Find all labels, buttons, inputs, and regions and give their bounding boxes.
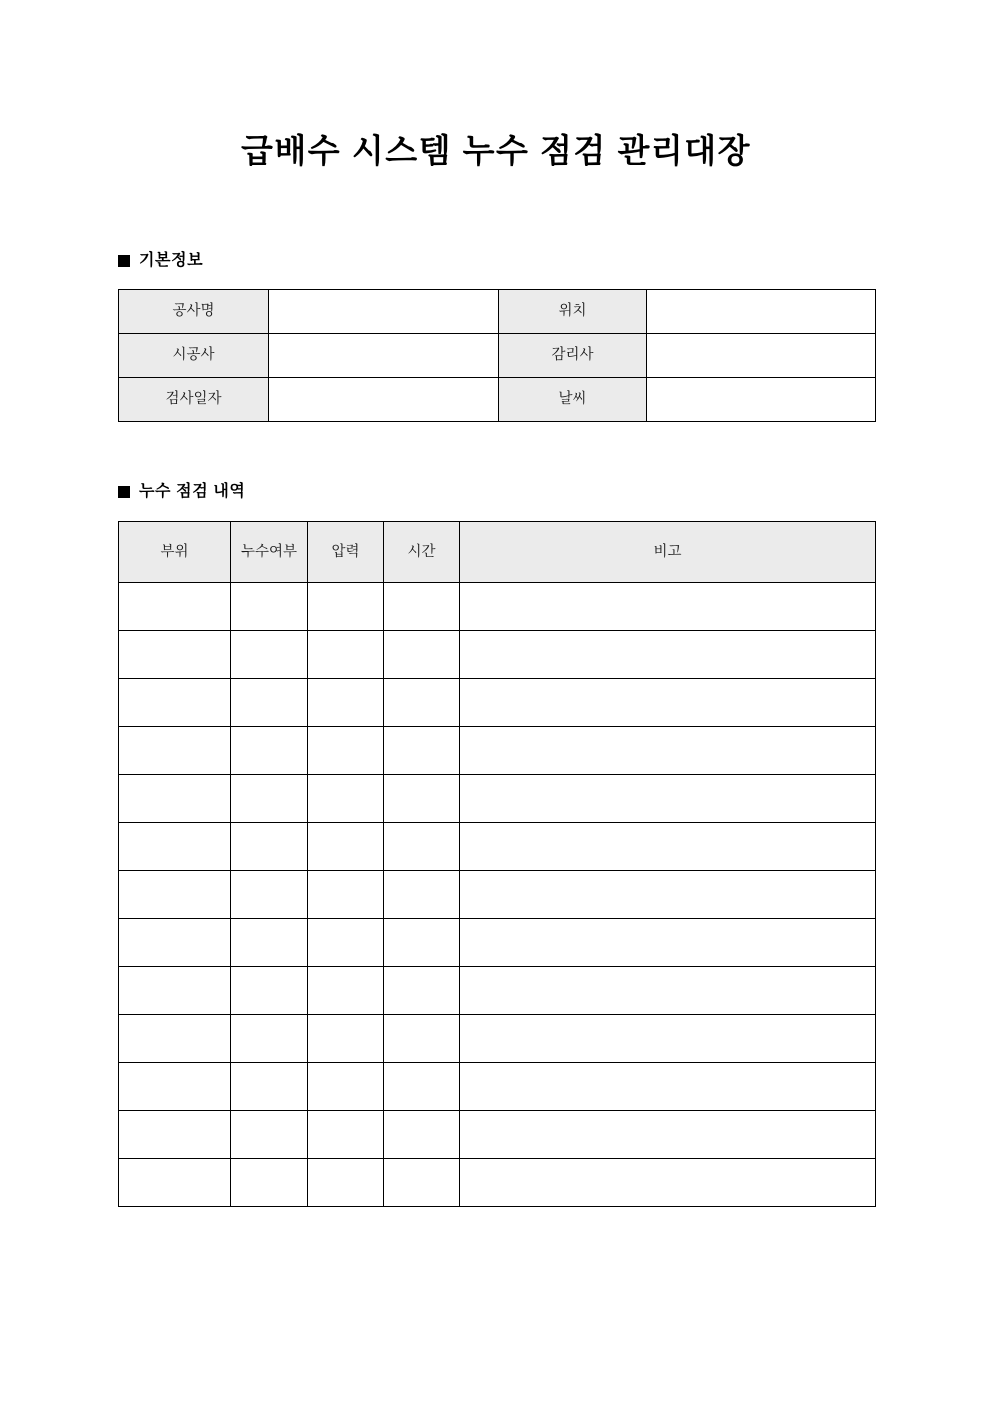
field-label-inspection-date: 검사일자	[119, 378, 269, 422]
cell-time[interactable]	[384, 583, 460, 631]
cell-remark[interactable]	[460, 775, 876, 823]
cell-time[interactable]	[384, 727, 460, 775]
cell-leak-status[interactable]	[231, 727, 308, 775]
filled-square-bullet-icon	[118, 255, 130, 267]
table-row	[119, 679, 876, 727]
cell-time[interactable]	[384, 775, 460, 823]
cell-time[interactable]	[384, 679, 460, 727]
field-label-project-name: 공사명	[119, 290, 269, 334]
cell-remark[interactable]	[460, 679, 876, 727]
cell-time[interactable]	[384, 1111, 460, 1159]
cell-pressure[interactable]	[308, 1063, 384, 1111]
cell-pressure[interactable]	[308, 1015, 384, 1063]
field-value-inspection-date[interactable]	[269, 378, 499, 422]
cell-time[interactable]	[384, 871, 460, 919]
cell-remark[interactable]	[460, 1159, 876, 1207]
cell-leak-status[interactable]	[231, 871, 308, 919]
cell-remark[interactable]	[460, 967, 876, 1015]
column-header-remark: 비고	[460, 522, 876, 583]
table-row	[119, 775, 876, 823]
section-heading-label: 누수 점검 내역	[139, 483, 246, 500]
field-label-location: 위치	[499, 290, 647, 334]
cell-pressure[interactable]	[308, 823, 384, 871]
table-row	[119, 967, 876, 1015]
cell-part[interactable]	[119, 583, 231, 631]
cell-part[interactable]	[119, 967, 231, 1015]
cell-part[interactable]	[119, 1111, 231, 1159]
cell-leak-status[interactable]	[231, 1015, 308, 1063]
cell-leak-status[interactable]	[231, 583, 308, 631]
table-row	[119, 334, 876, 378]
cell-leak-status[interactable]	[231, 631, 308, 679]
field-label-supervisor: 감리사	[499, 334, 647, 378]
table-row	[119, 1159, 876, 1207]
cell-time[interactable]	[384, 631, 460, 679]
cell-remark[interactable]	[460, 583, 876, 631]
cell-leak-status[interactable]	[231, 1159, 308, 1207]
section-heading-inspection-detail	[118, 481, 245, 503]
table-row	[119, 727, 876, 775]
cell-remark[interactable]	[460, 1111, 876, 1159]
table-row	[119, 1015, 876, 1063]
cell-part[interactable]	[119, 871, 231, 919]
cell-remark[interactable]	[460, 1015, 876, 1063]
cell-part[interactable]	[119, 1015, 231, 1063]
table-row	[119, 1111, 876, 1159]
cell-part[interactable]	[119, 631, 231, 679]
cell-time[interactable]	[384, 823, 460, 871]
table-row	[119, 871, 876, 919]
cell-leak-status[interactable]	[231, 967, 308, 1015]
cell-leak-status[interactable]	[231, 775, 308, 823]
cell-part[interactable]	[119, 1159, 231, 1207]
cell-pressure[interactable]	[308, 871, 384, 919]
cell-part[interactable]	[119, 1063, 231, 1111]
table-row	[119, 919, 876, 967]
cell-leak-status[interactable]	[231, 1063, 308, 1111]
table-row	[119, 631, 876, 679]
field-value-location[interactable]	[647, 290, 876, 334]
table-row	[119, 378, 876, 422]
section-heading-basic-info	[118, 250, 203, 272]
field-value-supervisor[interactable]	[647, 334, 876, 378]
cell-remark[interactable]	[460, 871, 876, 919]
table-header-row	[119, 522, 876, 583]
cell-pressure[interactable]	[308, 1111, 384, 1159]
basic-info-table	[118, 289, 876, 422]
cell-part[interactable]	[119, 823, 231, 871]
cell-pressure[interactable]	[308, 775, 384, 823]
filled-square-bullet-icon	[118, 486, 130, 498]
cell-pressure[interactable]	[308, 1159, 384, 1207]
table-row	[119, 290, 876, 334]
cell-part[interactable]	[119, 919, 231, 967]
cell-time[interactable]	[384, 919, 460, 967]
cell-remark[interactable]	[460, 727, 876, 775]
cell-part[interactable]	[119, 775, 231, 823]
cell-time[interactable]	[384, 967, 460, 1015]
cell-leak-status[interactable]	[231, 823, 308, 871]
cell-remark[interactable]	[460, 823, 876, 871]
cell-pressure[interactable]	[308, 967, 384, 1015]
cell-pressure[interactable]	[308, 919, 384, 967]
cell-leak-status[interactable]	[231, 679, 308, 727]
cell-part[interactable]	[119, 727, 231, 775]
cell-remark[interactable]	[460, 631, 876, 679]
cell-time[interactable]	[384, 1063, 460, 1111]
cell-time[interactable]	[384, 1159, 460, 1207]
cell-pressure[interactable]	[308, 583, 384, 631]
table-row	[119, 823, 876, 871]
column-header-pressure: 압력	[308, 522, 384, 583]
table-row	[119, 1063, 876, 1111]
table-row	[119, 583, 876, 631]
page-title: 급배수 시스템 누수 점검 관리대장	[241, 132, 751, 169]
field-label-contractor: 시공사	[119, 334, 269, 378]
column-header-leak-status: 누수여부	[231, 522, 308, 583]
cell-leak-status[interactable]	[231, 919, 308, 967]
cell-remark[interactable]	[460, 1063, 876, 1111]
column-header-time: 시간	[384, 522, 460, 583]
cell-pressure[interactable]	[308, 679, 384, 727]
cell-time[interactable]	[384, 1015, 460, 1063]
field-label-weather: 날씨	[499, 378, 647, 422]
cell-pressure[interactable]	[308, 727, 384, 775]
inspection-detail-table	[118, 521, 876, 1207]
field-value-weather[interactable]	[647, 378, 876, 422]
column-header-part: 부위	[119, 522, 231, 583]
field-value-project-name[interactable]	[269, 290, 499, 334]
section-heading-label: 기본정보	[139, 252, 204, 269]
cell-remark[interactable]	[460, 919, 876, 967]
cell-part[interactable]	[119, 679, 231, 727]
cell-pressure[interactable]	[308, 631, 384, 679]
field-value-contractor[interactable]	[269, 334, 499, 378]
cell-leak-status[interactable]	[231, 1111, 308, 1159]
